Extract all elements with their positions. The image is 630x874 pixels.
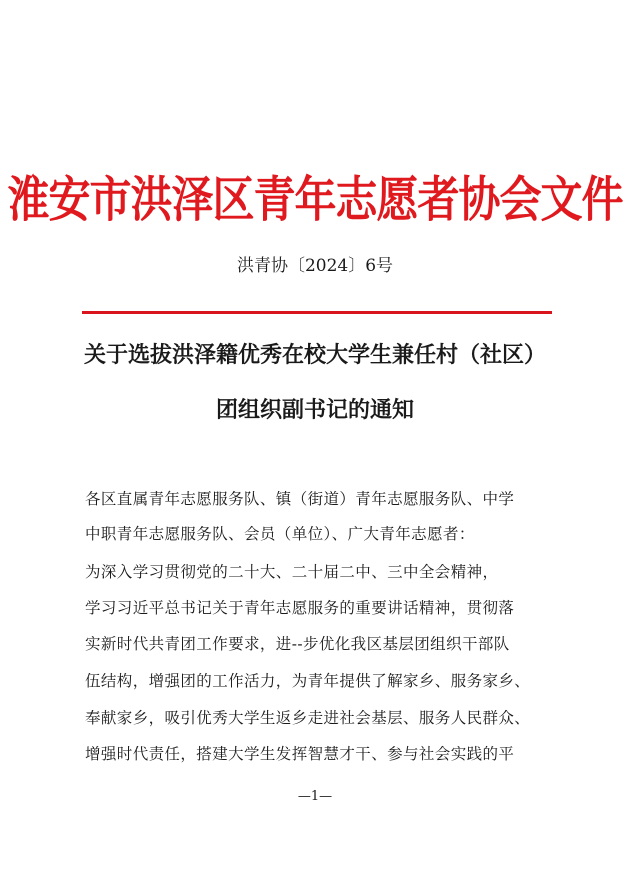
body-line-8: 增强时代责任，搭建大学生发挥智慧才干、参与社会实践的平: [85, 745, 515, 763]
body-line-1: 各区直属青年志愿服务队、镇（街道）青年志愿服务队、中学: [85, 490, 515, 508]
page-number: —1—: [297, 789, 333, 804]
body-line-4: 学习习近平总书记关于青年志愿服务的重要讲话精神，贯彻落: [85, 599, 515, 617]
document-number: 洪青协〔2024〕6号: [236, 256, 394, 276]
org-header-title: 淮安市洪泽区青年志愿者协会文件: [7, 171, 623, 228]
body-line-2: 中职青年志愿服务队、会员（单位）、广大青年志愿者：: [85, 525, 475, 543]
red-divider-line: [82, 311, 552, 314]
body-line-3: 为深入学习贯彻党的二十大、二十届二中、三中全会精神，: [85, 563, 499, 581]
notice-title-line-1: 关于选拔洪泽籍优秀在校大学生兼任村（社区）: [83, 342, 546, 368]
body-line-7: 奉献家乡，吸引优秀大学生返乡走进社会基层、服务人民群众、: [85, 709, 531, 727]
body-line-6: 伍结构，增强团的工作活力，为青年提供了解家乡、服务家乡、: [85, 672, 531, 690]
body-line-5: 实新时代共青团工作要求，进--步优化我区基层团组织干部队: [85, 635, 510, 653]
notice-title-line-2: 团组织副书记的通知: [215, 397, 414, 423]
